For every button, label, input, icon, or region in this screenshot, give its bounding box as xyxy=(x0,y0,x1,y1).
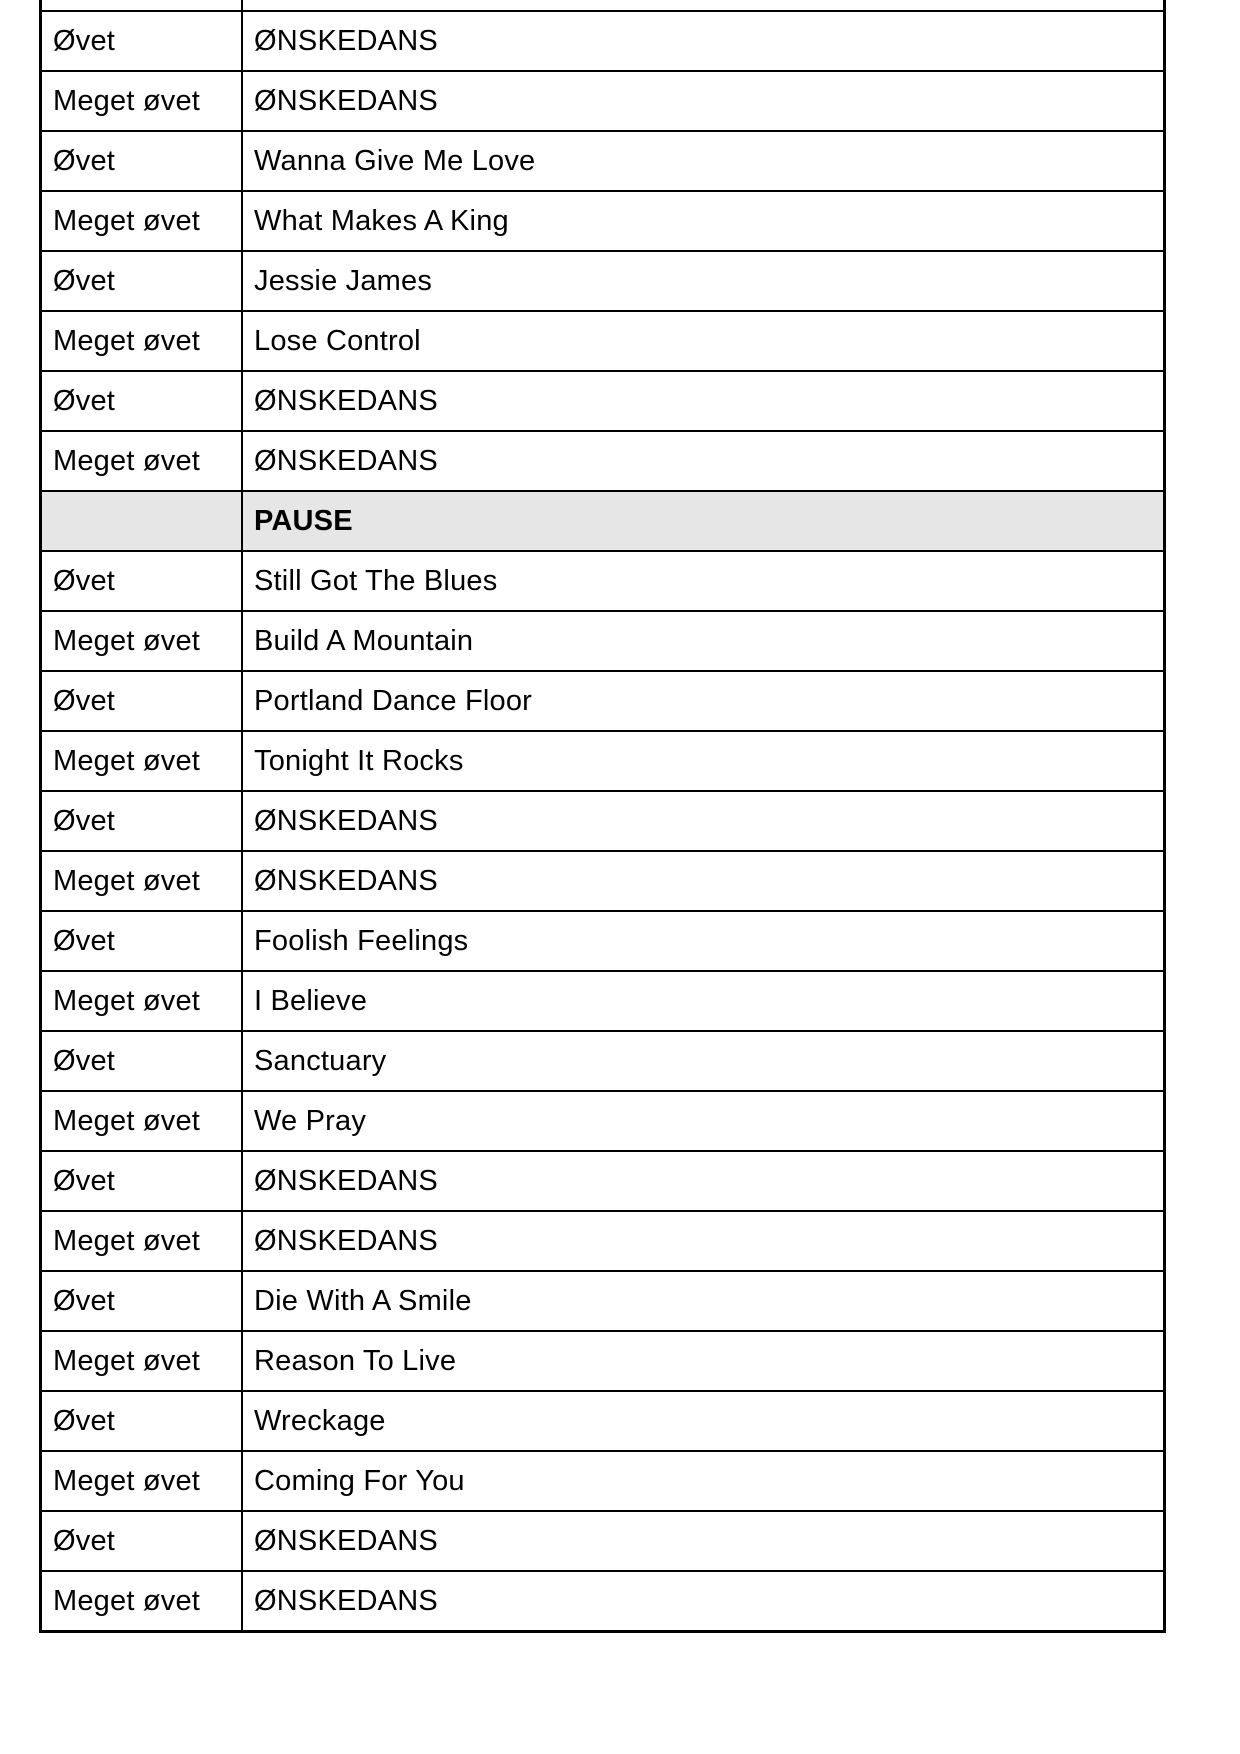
table-row xyxy=(41,1511,1165,1571)
dance-name-cell: Lose Control xyxy=(242,311,1165,371)
dance-table xyxy=(39,0,1166,1633)
dance-name-cell xyxy=(242,0,1165,11)
level-cell: Meget øvet xyxy=(41,71,243,131)
table-row xyxy=(41,431,1165,491)
level-cell: Øvet xyxy=(41,1391,243,1451)
dance-name-cell: Build A Mountain xyxy=(242,611,1165,671)
level-cell: Meget øvet xyxy=(41,1331,243,1391)
dance-name-cell: ØNSKEDANS xyxy=(242,371,1165,431)
table-row xyxy=(41,671,1165,731)
level-cell: Øvet xyxy=(41,371,243,431)
table-row xyxy=(41,851,1165,911)
level-cell xyxy=(41,491,243,551)
table-row xyxy=(41,371,1165,431)
dance-name-cell: Coming For You xyxy=(242,1451,1165,1511)
table-row xyxy=(41,611,1165,671)
level-cell: Meget øvet xyxy=(41,731,243,791)
table-row xyxy=(41,1031,1165,1091)
dance-name-cell: Jessie James xyxy=(242,251,1165,311)
dance-name-cell: Sanctuary xyxy=(242,1031,1165,1091)
dance-name-cell: ØNSKEDANS xyxy=(242,1511,1165,1571)
dance-name-cell: ØNSKEDANS xyxy=(242,1571,1165,1632)
table-row xyxy=(41,131,1165,191)
dance-name-cell: ØNSKEDANS xyxy=(242,1151,1165,1211)
level-cell: Meget øvet xyxy=(41,1211,243,1271)
level-cell: Meget øvet xyxy=(41,851,243,911)
dance-name-cell: Tonight It Rocks xyxy=(242,731,1165,791)
table-row xyxy=(41,731,1165,791)
level-cell: Meget øvet xyxy=(41,971,243,1031)
dance-name-cell: Still Got The Blues xyxy=(242,551,1165,611)
dance-name-cell: Wreckage xyxy=(242,1391,1165,1451)
dance-schedule xyxy=(39,0,1166,1633)
level-cell: Meget øvet xyxy=(41,1091,243,1151)
level-cell: Meget øvet xyxy=(41,1571,243,1632)
table-row xyxy=(41,791,1165,851)
dance-name-cell: We Pray xyxy=(242,1091,1165,1151)
table-row xyxy=(41,1211,1165,1271)
dance-name-cell: I Believe xyxy=(242,971,1165,1031)
level-cell: Øvet xyxy=(41,1031,243,1091)
table-row xyxy=(41,11,1165,71)
table-row xyxy=(41,551,1165,611)
level-cell: Øvet xyxy=(41,11,243,71)
level-cell: Øvet xyxy=(41,131,243,191)
table-row xyxy=(41,1391,1165,1451)
pause-row xyxy=(41,491,1165,551)
dance-name-cell: ØNSKEDANS xyxy=(242,791,1165,851)
dance-name-cell: ØNSKEDANS xyxy=(242,71,1165,131)
table-row-partial xyxy=(41,0,1165,11)
level-cell: Øvet xyxy=(41,791,243,851)
level-cell: Meget øvet xyxy=(41,1451,243,1511)
table-row xyxy=(41,911,1165,971)
pause-label: PAUSE xyxy=(242,491,1165,551)
dance-name-cell: ØNSKEDANS xyxy=(242,1211,1165,1271)
level-cell: Øvet xyxy=(41,1151,243,1211)
dance-name-cell: Portland Dance Floor xyxy=(242,671,1165,731)
level-cell: Meget øvet xyxy=(41,611,243,671)
level-cell: Meget øvet xyxy=(41,311,243,371)
table-row xyxy=(41,1451,1165,1511)
dance-name-cell: Reason To Live xyxy=(242,1331,1165,1391)
level-cell: Øvet xyxy=(41,251,243,311)
level-cell: Meget øvet xyxy=(41,431,243,491)
level-cell: Øvet xyxy=(41,551,243,611)
level-cell: Øvet xyxy=(41,671,243,731)
table-row xyxy=(41,251,1165,311)
dance-table-body xyxy=(41,0,1165,1632)
level-cell: Øvet xyxy=(41,911,243,971)
level-cell: Øvet xyxy=(41,1511,243,1571)
dance-name-cell: Wanna Give Me Love xyxy=(242,131,1165,191)
level-cell: Øvet xyxy=(41,1271,243,1331)
table-row xyxy=(41,1151,1165,1211)
dance-name-cell: Foolish Feelings xyxy=(242,911,1165,971)
table-row xyxy=(41,1091,1165,1151)
table-row xyxy=(41,71,1165,131)
table-row xyxy=(41,1571,1165,1632)
table-row xyxy=(41,311,1165,371)
level-cell xyxy=(41,0,243,11)
dance-name-cell: Die With A Smile xyxy=(242,1271,1165,1331)
table-row xyxy=(41,191,1165,251)
table-row xyxy=(41,1331,1165,1391)
table-row xyxy=(41,1271,1165,1331)
dance-name-cell: ØNSKEDANS xyxy=(242,11,1165,71)
dance-name-cell: ØNSKEDANS xyxy=(242,431,1165,491)
table-row xyxy=(41,971,1165,1031)
level-cell: Meget øvet xyxy=(41,191,243,251)
dance-name-cell: What Makes A King xyxy=(242,191,1165,251)
dance-name-cell: ØNSKEDANS xyxy=(242,851,1165,911)
